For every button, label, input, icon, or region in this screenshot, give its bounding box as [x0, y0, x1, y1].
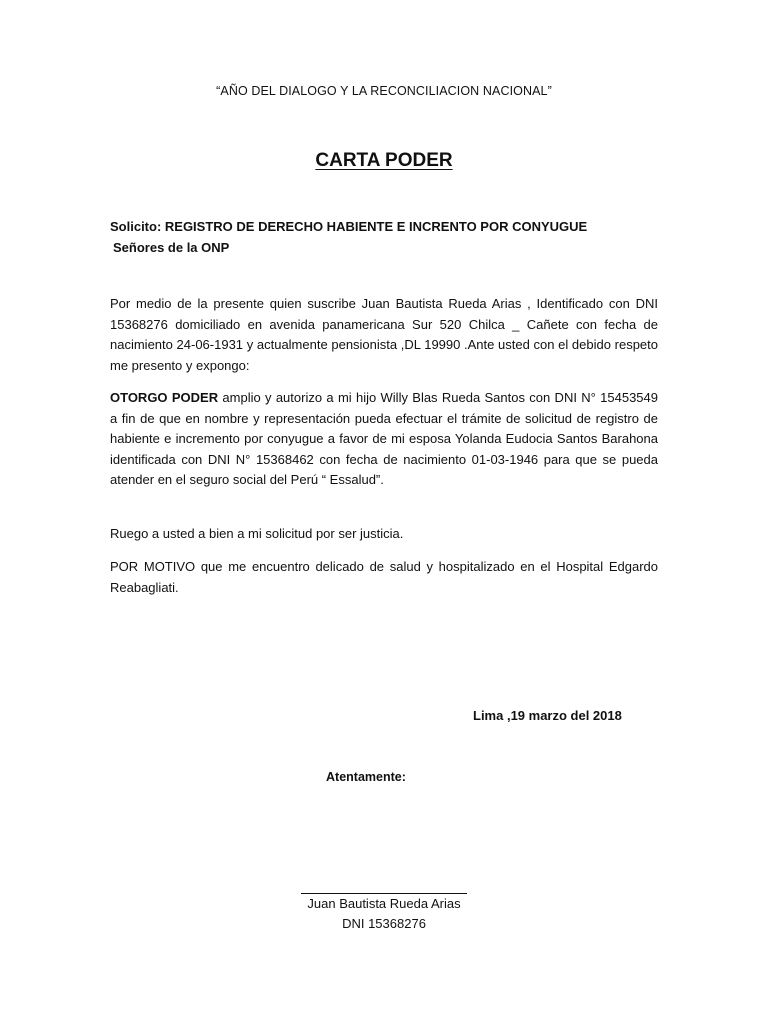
signer-name: Juan Bautista Rueda Arias [307, 896, 461, 911]
date-line: Lima ,19 marzo del 2018 [473, 708, 622, 723]
subject-block [110, 216, 670, 258]
paragraph-reason: POR MOTIVO que me encuentro delicado de salud y hospitalizado en el Hospital Edgardo Reabagliati. [110, 559, 658, 595]
addressee: Señores de la ONP [113, 240, 230, 255]
year-motto: “AÑO DEL DIALOGO Y LA RECONCILIACION NACIONAL” [216, 84, 552, 98]
paragraph-request: Ruego a usted a bien a mi solicitud por ser justicia. [110, 526, 404, 541]
signature-line [301, 893, 467, 894]
subject-line: Solicito: REGISTRO DE DERECHO HABIENTE E INCRENTO POR CONYUGUE [110, 219, 588, 234]
power-grant-text: amplio y autorizo a mi hijo Willy Blas Rueda Santos con DNI N° 15453549 a fin de que en nombre y representación pueda efectuar el trámite de solicitud de registro de habiente e incremento por conyugue a favor de mi esposa Yolanda Eudocia Santos Barahona identificada con DNI N° 15368462 con fecha de nacimiento 01-03-1946 para que se pueda atender en el seguro social del Perú “ Essalud”. [110, 390, 658, 488]
signer-dni: DNI 15368276 [342, 916, 426, 931]
power-grant-lead: OTORGO PODER [110, 390, 219, 405]
paragraph-intro: Por medio de la presente quien suscribe Juan Bautista Rueda Arias , Identificado con DNI 15368276 domiciliado en avenida panamericana Sur 520 Chilca _ Cañete con fecha de nacimiento 24-06-1931 y actualmente pensionista ,DL 19990 .Ante usted con el debido respeto me presento y expongo: [110, 296, 658, 373]
closing: Atentamente: [326, 770, 406, 784]
paragraph-power-grant [110, 388, 658, 491]
document-title: CARTA PODER [315, 150, 453, 171]
